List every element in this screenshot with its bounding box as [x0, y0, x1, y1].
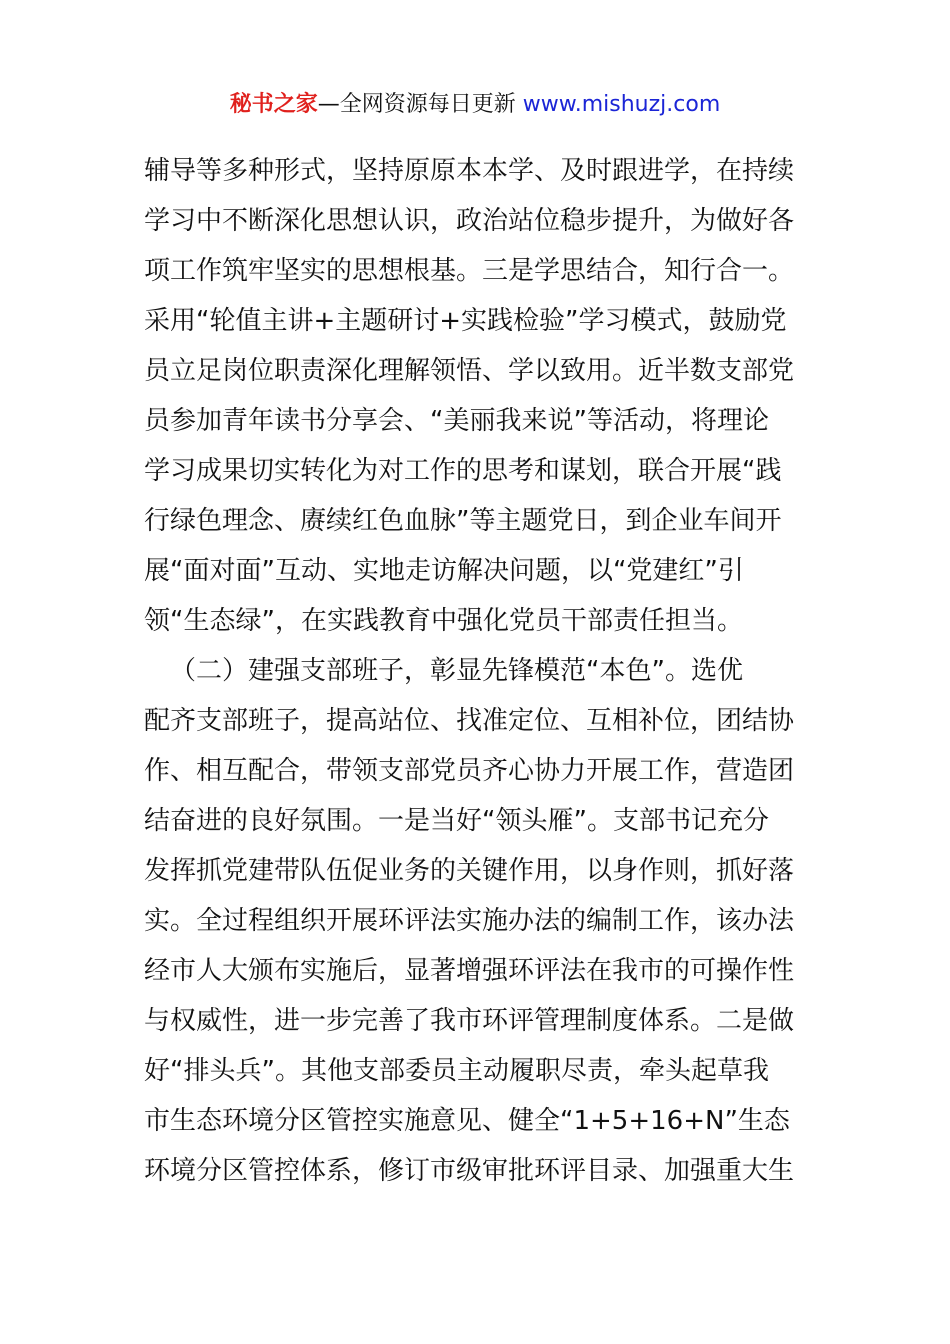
text-line: 学习中不断深化思想认识，政治站位稳步提升，为做好各	[144, 206, 795, 236]
text-line: 作、相互配合，带领支部党员齐心协力开展工作，营造团	[144, 756, 795, 786]
site-header	[0, 88, 950, 122]
text-line: 展“面对面”互动、实地走访解决问题，以“党建红”引	[144, 556, 744, 586]
text-line: 实。全过程组织开展环评法实施办法的编制工作，该办法	[144, 906, 795, 936]
document-body	[144, 146, 814, 1196]
text-line: 与权威性，进一步完善了我市环评管理制度体系。二是做	[144, 1006, 795, 1036]
text-line: 市生态环境分区管控实施意见、健全“1+5+16+N”生态	[144, 1106, 790, 1136]
text-line: 环境分区管控体系，修订市级审批环评目录、加强重大生	[144, 1156, 795, 1186]
text-line: 行绿色理念、赓续红色血脉”等主题党日，到企业车间开	[144, 506, 782, 536]
brand-name: 秘书之家	[229, 92, 318, 117]
text-line: 采用“轮值主讲+主题研讨+实践检验”学习模式，鼓励党	[144, 306, 787, 336]
text-line: 领“生态绿”，在实践教育中强化党员干部责任担当。	[144, 606, 743, 636]
paragraph-start-line: （二）建强支部班子，彰显先锋模范“本色”。选优	[170, 656, 743, 686]
text-line: 好“排头兵”。其他支部委员主动履职尽责，牵头起草我	[144, 1056, 769, 1086]
site-url-link[interactable]: www.mishuzj.com	[522, 92, 721, 117]
text-line: 员立足岗位职责深化理解领悟、学以致用。近半数支部党	[144, 356, 795, 386]
text-line: 员参加青年读书分享会、“美丽我来说”等活动，将理论	[144, 406, 769, 436]
text-line: 项工作筑牢坚实的思想根基。三是学思结合，知行合一。	[144, 256, 795, 286]
text-line: 辅导等多种形式，坚持原原本本学、及时跟进学，在持续	[144, 156, 795, 186]
text-line: 配齐支部班子，提高站位、找准定位、互相补位，团结协	[144, 706, 795, 736]
text-line: 经市人大颁布实施后，显著增强环评法在我市的可操作性	[144, 956, 795, 986]
text-line: 学习成果切实转化为对工作的思考和谋划，联合开展“践	[144, 456, 782, 486]
text-line: 结奋进的良好氛围。一是当好“领头雁”。支部书记充分	[144, 806, 769, 836]
header-slogan: —全网资源每日更新	[317, 92, 516, 117]
text-line: 发挥抓党建带队伍促业务的关键作用，以身作则，抓好落	[144, 856, 795, 886]
